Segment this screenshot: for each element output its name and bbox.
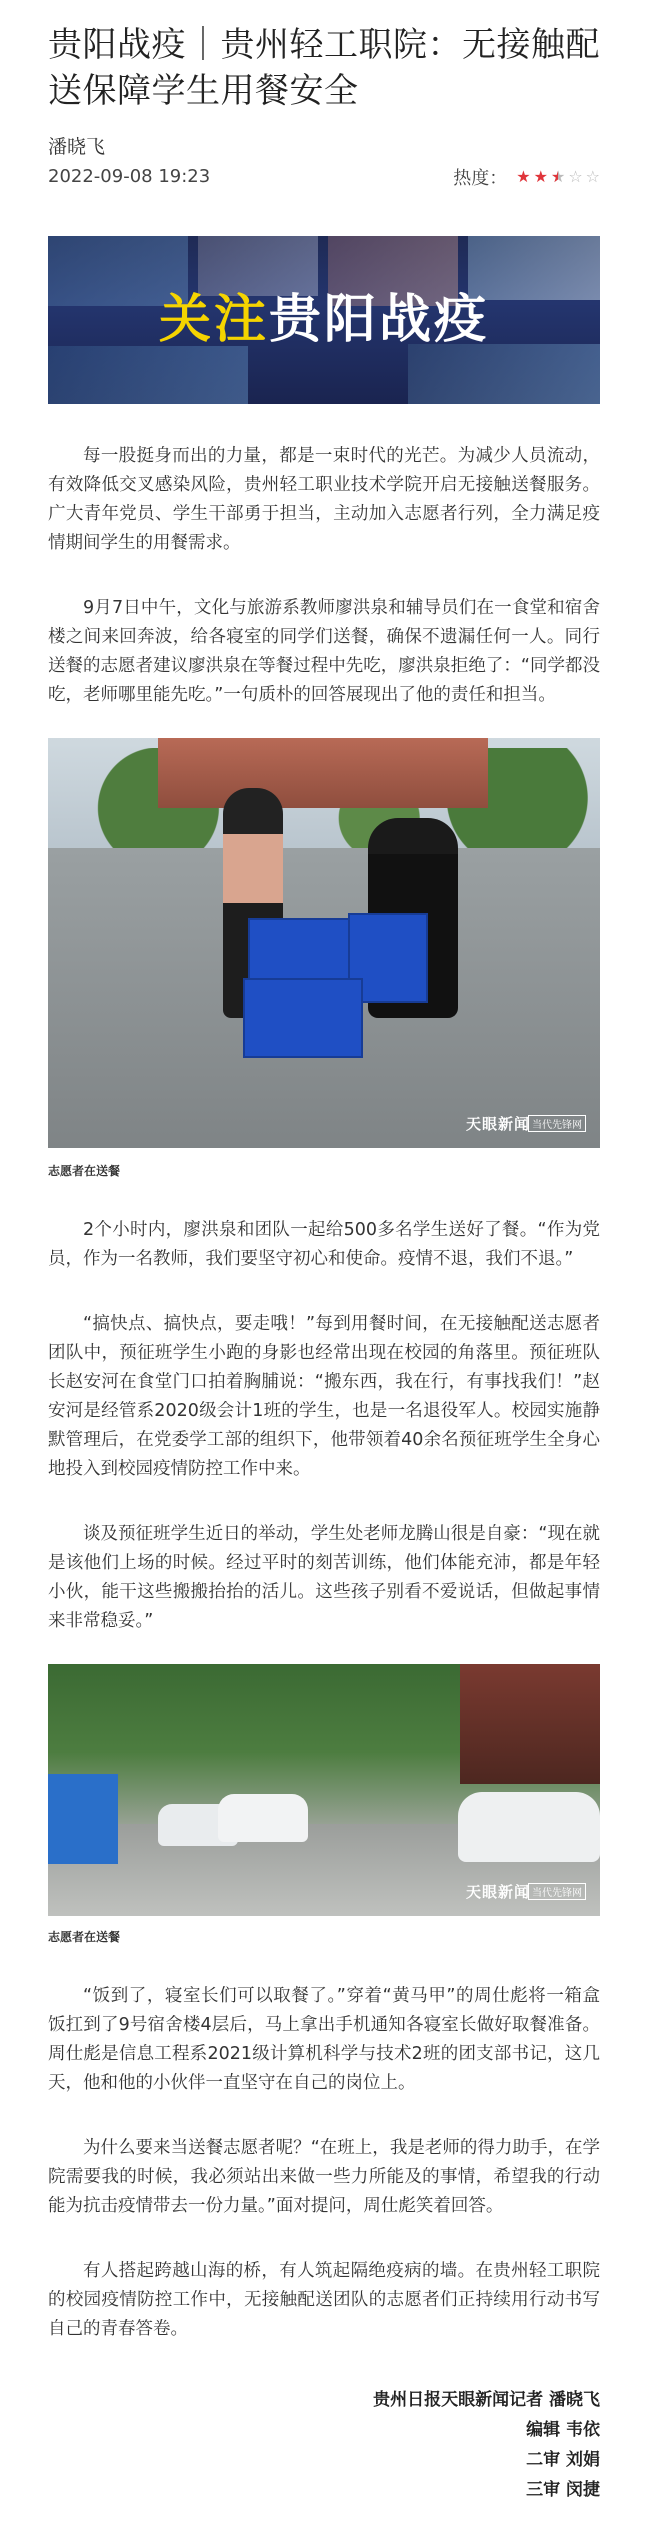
signoff-editor: 编辑 韦依 — [526, 2420, 600, 2440]
article-paragraph: 为什么要来当送餐志愿者呢？“在班上，我是老师的得力助手，在学院需要我的时候，我必须站出来做一些力所能及的事情，希望我的行动能为抗击疫情带去一份力量。”面对提问，周仕彪笑着回答。 — [48, 2138, 600, 2216]
publish-datetime: 2022-09-08 19:23 — [48, 166, 211, 187]
photo-caption: 志愿者在送餐 — [48, 1164, 121, 1178]
photo-watermark: 天眼新闻 — [465, 1115, 530, 1133]
article-photo — [48, 1664, 600, 1916]
star-icon: ★ — [533, 167, 548, 186]
banner-headline — [48, 292, 600, 348]
photo-booth — [48, 1774, 118, 1864]
photo-caption: 志愿者在送餐 — [48, 1930, 121, 1944]
signoff-review2: 二审 刘娟 — [526, 2450, 600, 2470]
article-paragraph: “搞快点、搞快点，要走哦！”每到用餐时间，在无接触配送志愿者团队中，预征班学生小跑的身影也经常出现在校园的角落里。预征班队长赵安河在食堂门口拍着胸脯说：“搬东西，我在行，有事找我们！”赵安河是经管系2020级会计1班的学生，也是一名退役军人。校园实施静默管理后，在党委学工部的组织下，他带领着40余名预征班学生全身心地投入到校园疫情防控工作中来。 — [48, 1314, 600, 1479]
article-paragraph: 谈及预征班学生近日的举动，学生处老师龙腾山很是自豪：“现在就是该他们上场的时候。经过平时的刻苦训练，他们体能充沛，都是年轻小伙，能干这些搬搬抬抬的活儿。这些孩子别看不爱说话，但做起事情来非常稳妥。” — [48, 1524, 600, 1631]
banner-photo-tile — [408, 344, 600, 404]
article-photo — [48, 738, 600, 1148]
photo-food-crate — [243, 978, 363, 1058]
article-paragraph: 每一股挺身而出的力量，都是一束时代的光芒。为减少人员流动，有效降低交叉感染风险，贵州轻工职业技术学院开启无接触送餐服务。广大青年党员、学生干部勇于担当，主动加入志愿者行列，全力满足疫情期间学生的用餐需求。 — [48, 446, 600, 553]
signoff-reporter: 贵州日报天眼新闻记者 潘晓飞 — [373, 2390, 600, 2410]
photo-car — [218, 1794, 308, 1842]
star-icon: ★ — [516, 167, 531, 186]
star-icon: ★ ★ — [551, 168, 565, 186]
meta-row — [48, 164, 600, 190]
article-signoff — [48, 2386, 600, 2542]
article-paragraph: “饭到了，寝室长们可以取餐了。”穿着“黄马甲”的周仕彪将一箱盒饭扛到了9号宿舍楼4层后，马上拿出手机通知各寝室长做好取餐准备。周仕彪是信息工程系2021级计算机科学与技术2班的团支部书记，这几天，他和他的小伙伴一直坚守在自己的岗位上。 — [48, 1986, 600, 2093]
banner-headline-yellow: 关注 — [158, 290, 269, 350]
heat-stars — [513, 168, 600, 186]
article-paragraph: 有人搭起跨越山海的桥，有人筑起隔绝疫病的墙。在贵州轻工职院的校园疫情防控工作中，无接触配送团队的志愿者们正持续用行动书写自己的青春答卷。 — [48, 2261, 600, 2339]
heat-label: 热度： — [453, 168, 508, 189]
photo-watermark-tag: 当代先锋网 — [528, 1883, 586, 1900]
article-author: 潘晓飞 — [48, 136, 106, 158]
article-title: 贵阳战疫｜贵州轻工职院：无接触配送保障学生用餐安全 — [48, 25, 600, 111]
star-icon: ☆ — [568, 167, 583, 186]
photo-building — [158, 738, 488, 808]
photo-watermark-tag: 当代先锋网 — [528, 1115, 586, 1132]
banner-photo-tile — [48, 346, 248, 404]
banner-image — [48, 236, 600, 404]
photo-building — [460, 1664, 600, 1784]
heat-rating — [453, 164, 600, 190]
photo-watermark: 天眼新闻 — [465, 1883, 530, 1901]
star-icon: ☆ — [585, 167, 600, 186]
banner-headline-white: 贵阳战疫 — [269, 290, 490, 350]
signoff-review3: 三审 闵捷 — [526, 2480, 600, 2500]
article-paragraph: 9月7日中午，文化与旅游系教师廖洪泉和辅导员们在一食堂和宿舍楼之间来回奔波，给各寝室的同学们送餐，确保不遗漏任何一人。同行送餐的志愿者建议廖洪泉在等餐过程中先吃，廖洪泉拒绝了：“同学都没吃，老师哪里能先吃。”一句质朴的回答展现出了他的责任和担当。 — [48, 598, 600, 705]
banner-photo-tile — [198, 236, 318, 296]
article-meta — [48, 134, 600, 190]
photo-car — [458, 1792, 600, 1862]
article-paragraph: 2个小时内，廖洪泉和团队一起给500多名学生送好了餐。“作为党员，作为一名教师，我们要坚守初心和使命。疫情不退，我们不退。” — [48, 1220, 600, 1269]
